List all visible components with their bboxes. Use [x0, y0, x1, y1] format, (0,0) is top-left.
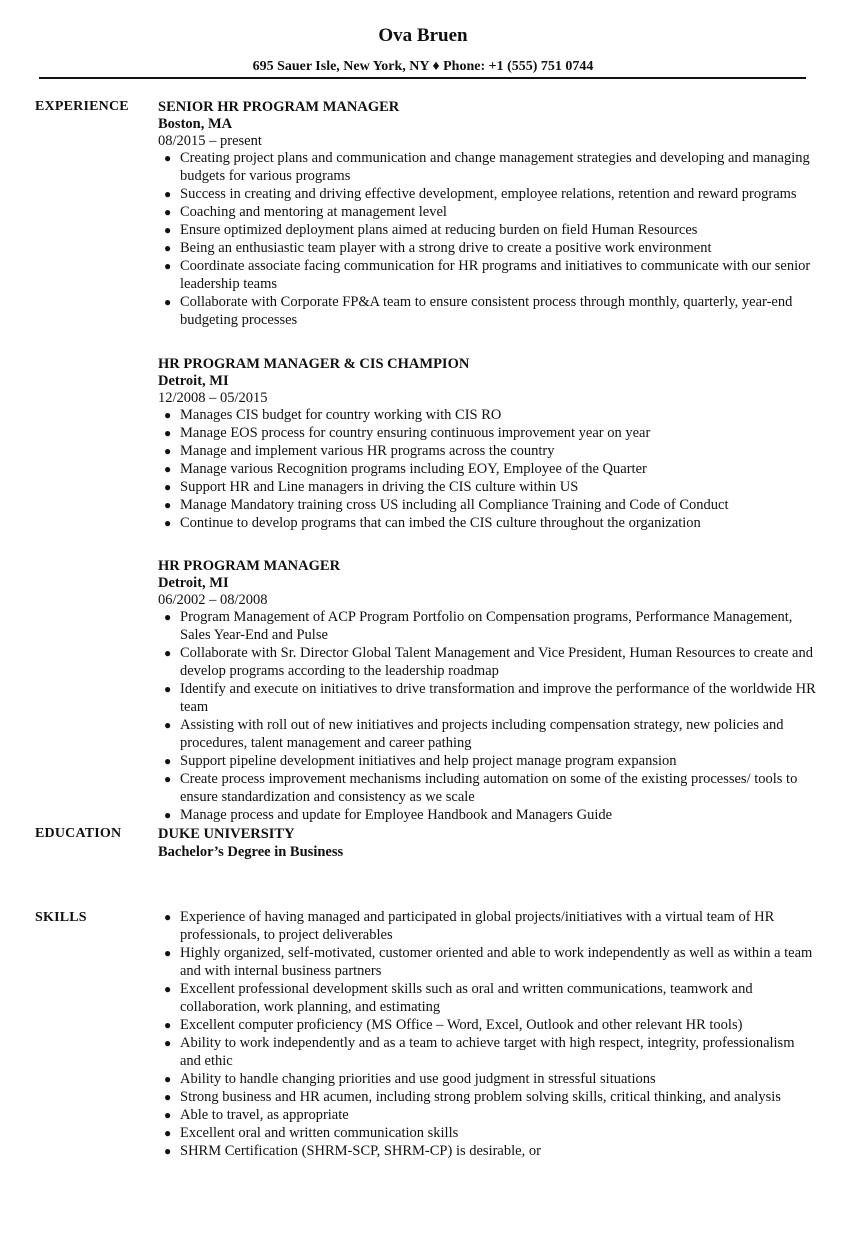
bullet-icon: ●: [164, 259, 172, 273]
experience-section-label: EXPERIENCE: [35, 99, 129, 114]
list-item: ● Success in creating and driving effective development, employee relations, retention and reward programs: [164, 186, 797, 202]
job-title: HR PROGRAM MANAGER & CIS CHAMPION: [158, 356, 470, 372]
list-item: ● Highly organized, self-motivated, customer oriented and able to work independently as well as within a team and with internal business partners: [164, 945, 813, 979]
job-dates: 12/2008 – 05/2015: [158, 390, 268, 406]
candidate-name: Ova Bruen: [378, 25, 468, 46]
job-title: HR PROGRAM MANAGER: [158, 558, 341, 574]
contact-line: 695 Sauer Isle, New York, NY ♦ Phone: +1 (555) 751 0744: [252, 59, 594, 74]
bullet-icon: ●: [164, 982, 172, 996]
job-location: Detroit, MI: [158, 575, 229, 591]
list-item: ● Able to travel, as appropriate: [164, 1107, 349, 1123]
education-entry: [158, 825, 818, 861]
bullet-icon: ●: [164, 718, 172, 732]
bullet-icon: ●: [164, 408, 172, 422]
bullet-icon: ●: [164, 682, 172, 696]
list-item: ● Create process improvement mechanisms including automation on some of the existing processes/ tools to ensure standardization and consistency as we scale: [164, 771, 798, 805]
list-item: ● Manage process and update for Employee Handbook and Managers Guide: [164, 807, 613, 823]
skills-list: [158, 908, 818, 1160]
list-item: ● Strong business and HR acumen, including strong problem solving skills, critical thinking, and analysis: [164, 1089, 781, 1105]
list-item: ● Assisting with roll out of new initiatives and projects including compensation strategy, new policies and procedures, talent management and career pathing: [164, 717, 784, 751]
list-item: ● Manage Mandatory training cross US including all Compliance Training and Code of Conduct: [164, 497, 729, 513]
list-item: ● SHRM Certification (SHRM-SCP, SHRM-CP) is desirable, or: [164, 1143, 541, 1159]
school-name: DUKE UNIVERSITY: [158, 826, 295, 842]
bullet-icon: ●: [164, 187, 172, 201]
header-divider: [39, 77, 806, 79]
list-item: ● Collaborate with Sr. Director Global Talent Management and Vice President, Human Resources to create and develop programs according to the leadership roadmap: [164, 645, 813, 679]
job-entry-1: [158, 98, 818, 329]
list-item: ● Manages CIS budget for country working with CIS RO: [164, 407, 502, 423]
list-item: ● Identify and execute on initiatives to drive transformation and improve the performance of the worldwide HR team: [164, 681, 816, 715]
job-dates: 06/2002 – 08/2008: [158, 592, 268, 608]
bullet-icon: ●: [164, 1144, 172, 1158]
list-item: ● Program Management of ACP Program Portfolio on Compensation programs, Performance Management, Sales Year-End and Pulse: [164, 609, 793, 643]
list-item: ● Ability to handle changing priorities and use good judgment in stressful situations: [164, 1071, 656, 1087]
job-bullet-list: [158, 406, 818, 532]
bullet-icon: ●: [164, 205, 172, 219]
job-bullet-list: [158, 608, 818, 824]
list-item: ● Manage and implement various HR programs across the country: [164, 443, 555, 459]
bullet-icon: ●: [164, 241, 172, 255]
bullet-icon: ●: [164, 910, 172, 924]
list-item: ● Coaching and mentoring at management level: [164, 204, 447, 220]
list-item: ● Support pipeline development initiatives and help project manage program expansion: [164, 753, 677, 769]
bullet-icon: ●: [164, 610, 172, 624]
job-bullet-list: [158, 149, 818, 329]
bullet-icon: ●: [164, 646, 172, 660]
list-item: ● Manage various Recognition programs including EOY, Employee of the Quarter: [164, 461, 647, 477]
bullet-icon: ●: [164, 1018, 172, 1032]
bullet-icon: ●: [164, 1036, 172, 1050]
job-entry-3: [158, 557, 818, 824]
bullet-icon: ●: [164, 1108, 172, 1122]
bullet-icon: ●: [164, 1072, 172, 1086]
list-item: ● Excellent professional development skills such as oral and written communications, teamwork and collaboration, work planning, and estimating: [164, 981, 753, 1015]
bullet-icon: ●: [164, 151, 172, 165]
bullet-icon: ●: [164, 462, 172, 476]
job-title: SENIOR HR PROGRAM MANAGER: [158, 99, 400, 115]
list-item: ● Experience of having managed and participated in global projects/initiatives with a virtual team of HR professionals, to project deliverables: [164, 909, 775, 943]
bullet-icon: ●: [164, 946, 172, 960]
skills-block: [158, 908, 818, 1160]
job-dates: 08/2015 – present: [158, 133, 262, 149]
list-item: ● Collaborate with Corporate FP&A team to ensure consistent process through monthly, quarterly, year-end budgeting processes: [164, 294, 793, 328]
job-location: Detroit, MI: [158, 373, 229, 389]
bullet-icon: ●: [164, 772, 172, 786]
list-item: ● Excellent oral and written communication skills: [164, 1125, 459, 1141]
list-item: ● Coordinate associate facing communication for HR programs and initiatives to communicate with our senior leadership teams: [164, 258, 811, 292]
bullet-icon: ●: [164, 223, 172, 237]
job-location: Boston, MA: [158, 116, 233, 132]
job-entry-2: [158, 355, 818, 532]
skills-section-label: SKILLS: [35, 910, 87, 925]
list-item: ● Manage EOS process for country ensuring continuous improvement year on year: [164, 425, 651, 441]
bullet-icon: ●: [164, 1126, 172, 1140]
degree: Bachelor’s Degree in Business: [158, 844, 344, 860]
education-section-label: EDUCATION: [35, 826, 122, 841]
list-item: ● Being an enthusiastic team player with a strong drive to create a positive work environment: [164, 240, 712, 256]
bullet-icon: ●: [164, 754, 172, 768]
bullet-icon: ●: [164, 498, 172, 512]
list-item: ● Continue to develop programs that can imbed the CIS culture throughout the organization: [164, 515, 701, 531]
bullet-icon: ●: [164, 295, 172, 309]
bullet-icon: ●: [164, 516, 172, 530]
bullet-icon: ●: [164, 444, 172, 458]
bullet-icon: ●: [164, 426, 172, 440]
list-item: ● Support HR and Line managers in driving the CIS culture within US: [164, 479, 579, 495]
list-item: ● Creating project plans and communication and change management strategies and developing and managing budgets for various programs: [164, 150, 810, 184]
bullet-icon: ●: [164, 480, 172, 494]
bullet-icon: ●: [164, 1090, 172, 1104]
list-item: ● Ensure optimized deployment plans aimed at reducing burden on field Human Resources: [164, 222, 698, 238]
list-item: ● Ability to work independently and as a team to achieve target with high respect, integrity, professionalism and ethic: [164, 1035, 795, 1069]
bullet-icon: ●: [164, 808, 172, 822]
list-item: ● Excellent computer proficiency (MS Office – Word, Excel, Outlook and other relevant HR tools): [164, 1017, 743, 1033]
